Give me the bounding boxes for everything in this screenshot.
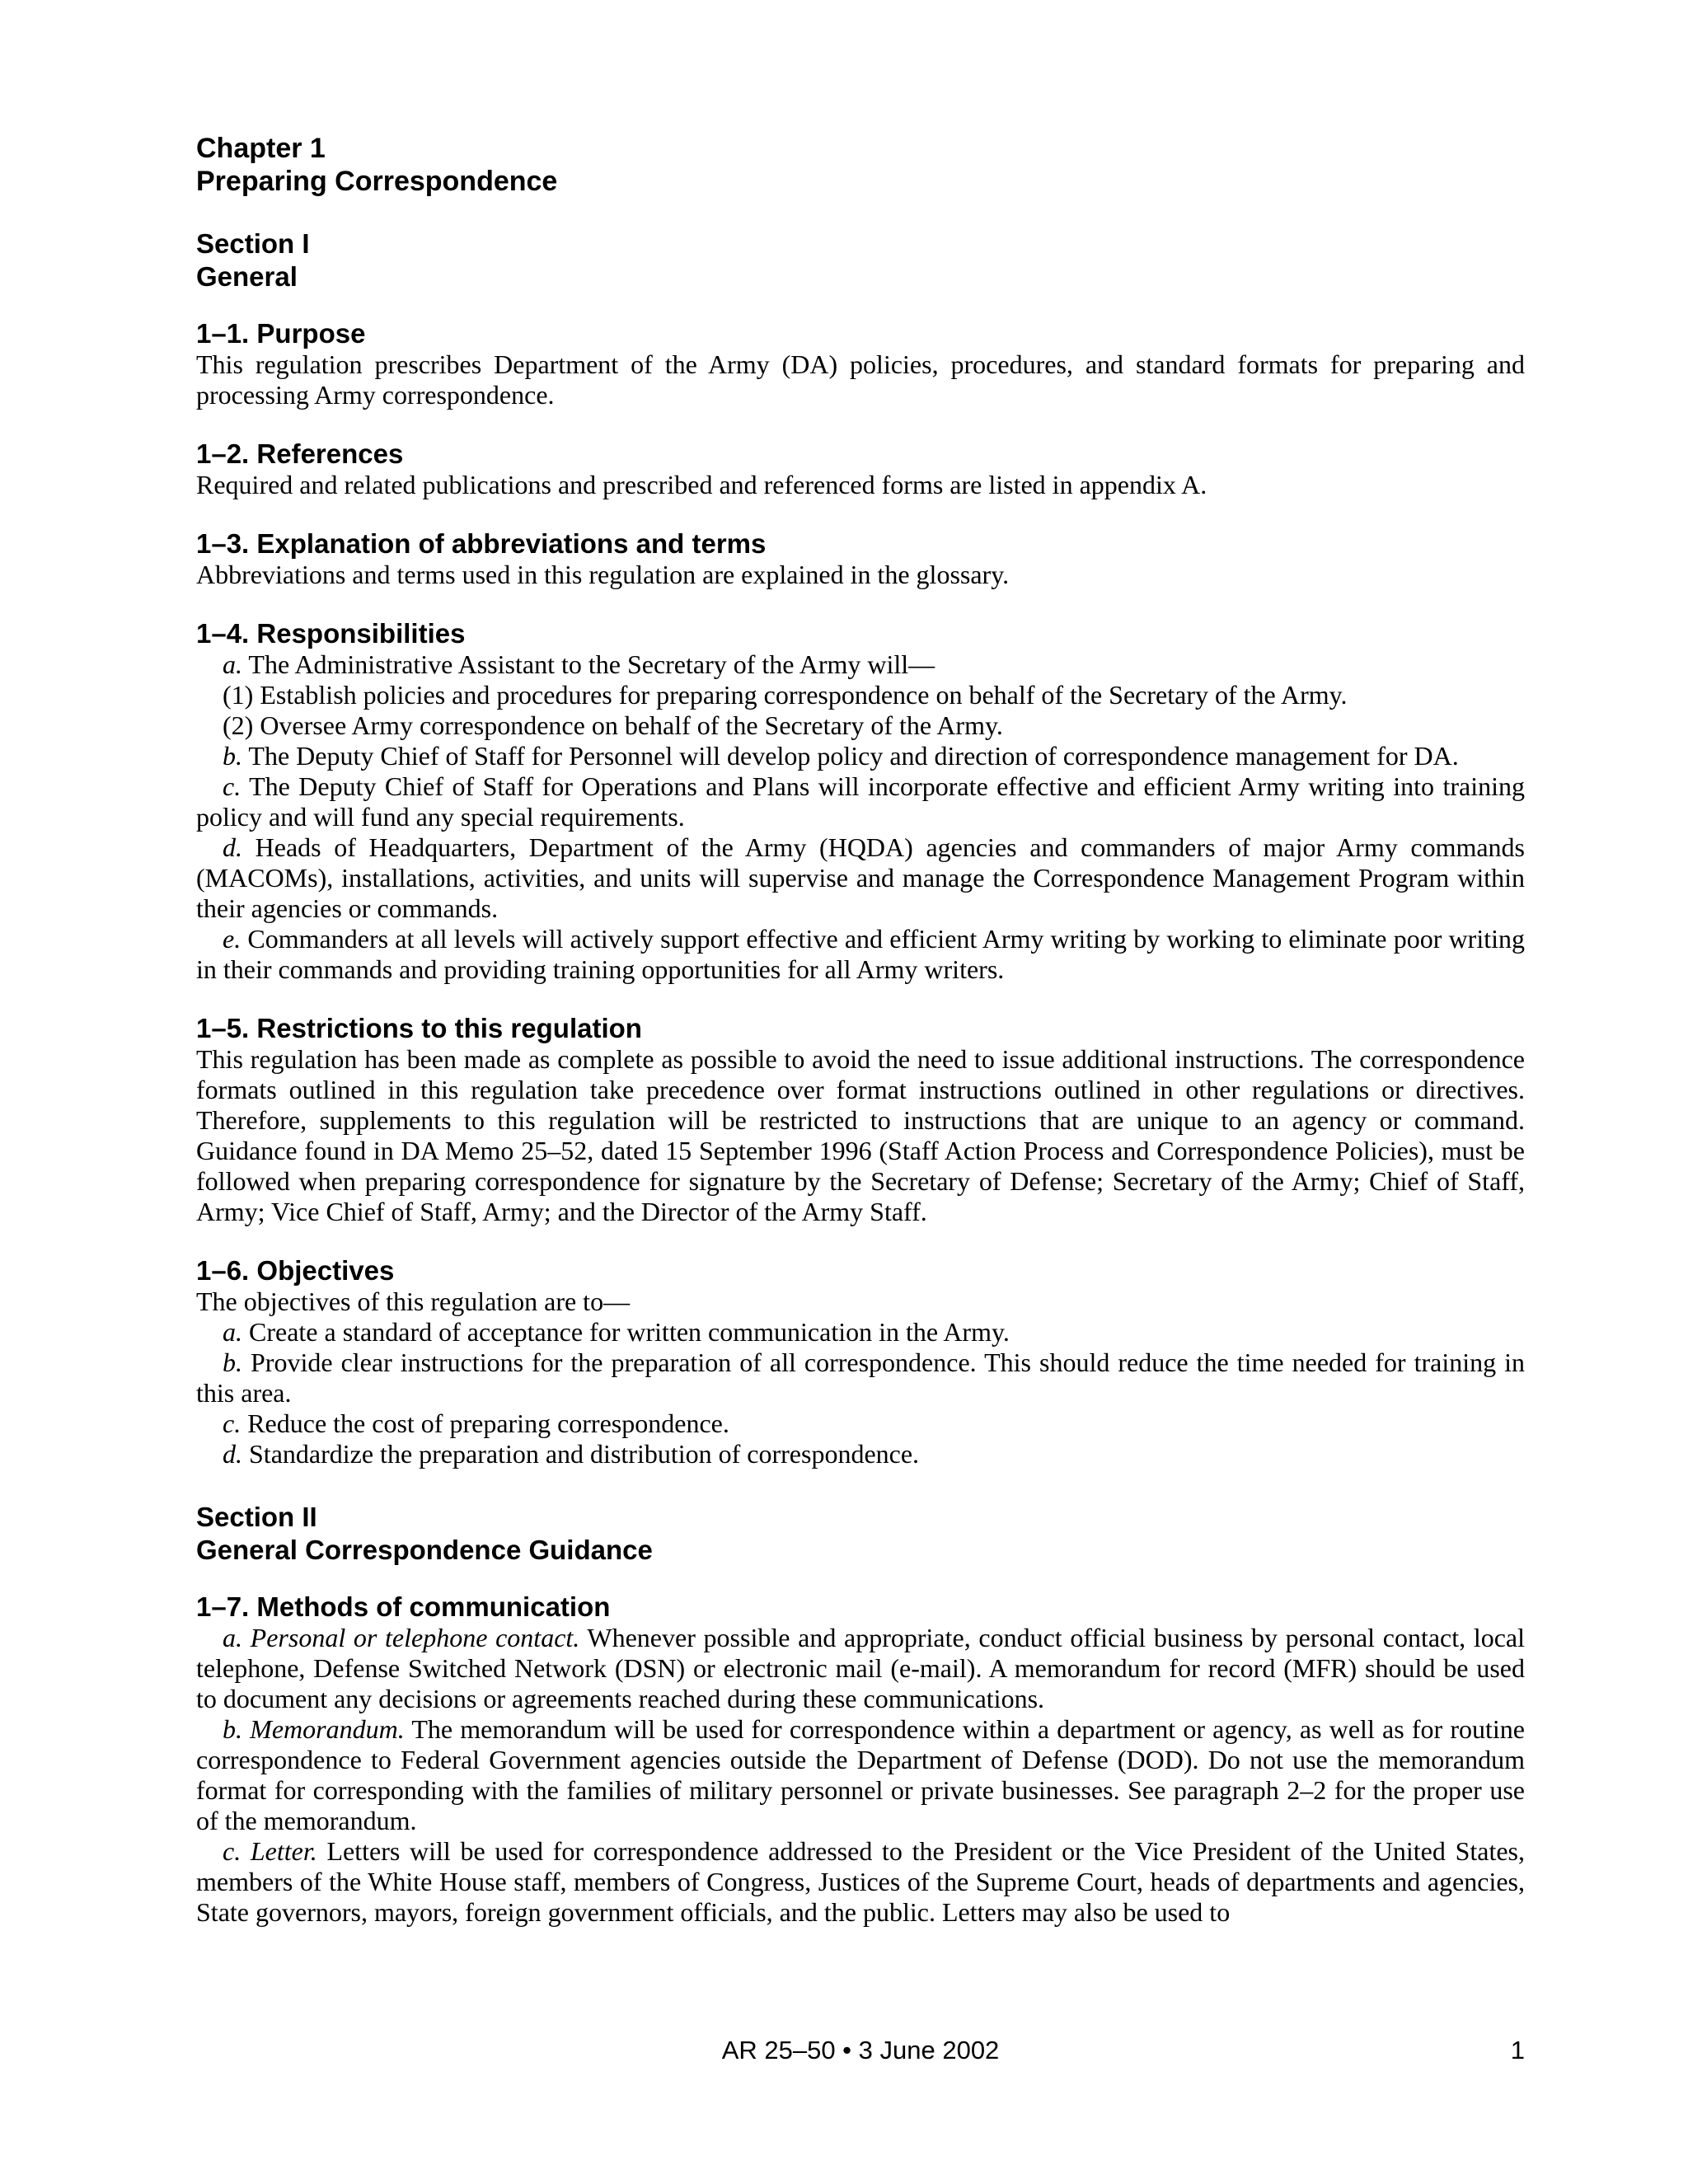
subparagraph-text: Letters will be used for correspondence addressed to the President or the Vice President of the United States, members of the White House staff, members of Congress, Justices of the Supreme Court, heads of departments and agencies, State governors, mayors, foreign government officials, and the public. Letters may also be used to — [196, 1836, 1526, 1927]
paragraph-heading: 1–3. Explanation of abbreviations and terms — [196, 528, 767, 559]
section-heading — [196, 227, 1525, 293]
section-number: Section II — [196, 1502, 317, 1532]
subparagraph-label: b. — [223, 1347, 242, 1377]
paragraph-heading: 1–6. Objectives — [196, 1255, 395, 1286]
subparagraph-a2: (2) Oversee Army correspondence on behalf of the Secretary of the Army. — [223, 710, 1003, 740]
subparagraph-label: e. — [223, 924, 241, 954]
section-number: Section I — [196, 228, 310, 259]
subparagraph-c — [196, 771, 1525, 832]
subparagraph-label: c. Letter. — [223, 1836, 317, 1866]
subparagraph-text: The Administrative Assistant to the Secretary of the Army will— — [242, 649, 935, 679]
paragraph-references — [196, 438, 1525, 500]
paragraph-heading: 1–1. Purpose — [196, 318, 366, 349]
subparagraph-a — [196, 1317, 1525, 1347]
subparagraph-a — [196, 649, 1525, 680]
subparagraph-label: d. — [223, 832, 242, 862]
subparagraph-text: The Deputy Chief of Staff for Personnel will develop policy and direction of correspondence management for DA. — [242, 741, 1459, 771]
paragraph-text: This regulation has been made as complete as possible to avoid the need to issue additional instructions. The correspondence formats outlined in this regulation take precedence over format instructions outlined in other regulations or directives. Therefore, supplements to this regulation will be restricted to instructions that are unique to an agency or command. Guidance found in DA Memo 25–52, dated 15 September 1996 (Staff Action Process and Correspondence Policies), must be followed when preparing correspondence for signature by the Secretary of Defense; Secretary of the Army; Chief of Staff, Army; Vice Chief of Staff, Army; and the Director of the Army Staff. — [196, 1044, 1525, 1226]
subparagraph-label: d. — [223, 1439, 242, 1469]
paragraph-abbreviations — [196, 528, 1525, 590]
paragraph-heading: 1–2. References — [196, 438, 404, 469]
chapter-heading — [196, 132, 1525, 198]
subparagraph-text: Standardize the preparation and distribution of correspondence. — [242, 1439, 920, 1469]
paragraph-intro: The objectives of this regulation are to— — [196, 1286, 631, 1316]
subparagraph-text: Heads of Headquarters, Department of the Army (HQDA) agencies and commanders of major Army commands (MACOMs), installations, activities, and units will supervise and manage the Correspondence Management Program within their agencies or commands. — [196, 832, 1525, 923]
paragraph-text: Abbreviations and terms used in this regulation are explained in the glossary. — [196, 560, 1010, 589]
subparagraph-text: Reduce the cost of preparing correspondence. — [241, 1408, 729, 1438]
paragraph-text: Required and related publications and prescribed and referenced forms are listed in appendix A. — [196, 470, 1207, 499]
subparagraph-label: c. — [223, 1408, 241, 1438]
footer-document-id: AR 25–50 • 3 June 2002 — [721, 2036, 1000, 2064]
paragraph-methods — [196, 1591, 1525, 1928]
subparagraph-label: c. — [223, 771, 241, 801]
page-number: 1 — [1510, 2036, 1525, 2064]
paragraph-responsibilities — [196, 618, 1525, 985]
subparagraph-label: b. — [223, 741, 242, 771]
subparagraph-a — [196, 1623, 1525, 1714]
section-title: General Correspondence Guidance — [196, 1535, 653, 1565]
section-heading — [196, 1501, 1525, 1567]
subparagraph-b — [196, 1714, 1525, 1836]
paragraph-heading: 1–5. Restrictions to this regulation — [196, 1013, 642, 1043]
document-page — [196, 132, 1525, 1956]
subparagraph-d — [196, 1439, 1525, 1469]
subparagraph-b — [196, 1347, 1525, 1408]
section-title: General — [196, 261, 298, 292]
subparagraph-a1: (1) Establish policies and procedures for preparing correspondence on behalf of the Secretary of the Army. — [223, 680, 1348, 710]
paragraph-heading: 1–7. Methods of communication — [196, 1591, 611, 1622]
subparagraph-d — [196, 832, 1525, 924]
paragraph-heading: 1–4. Responsibilities — [196, 618, 466, 649]
subparagraph-text: Commanders at all levels will actively support effective and efficient Army writing by working to eliminate poor writing in their commands and providing training opportunities for all Army writers. — [196, 924, 1525, 984]
subparagraph-label: a. — [223, 1317, 242, 1347]
subparagraph-text: Create a standard of acceptance for written communication in the Army. — [242, 1317, 1010, 1347]
chapter-title: Preparing Correspondence — [196, 166, 558, 197]
subparagraph-text: Provide clear instructions for the preparation of all correspondence. This should reduce the time needed for training in this area. — [196, 1347, 1525, 1408]
subparagraph-label: a. — [223, 649, 242, 679]
chapter-number: Chapter 1 — [196, 133, 326, 164]
paragraph-text: This regulation prescribes Department of the Army (DA) policies, procedures, and standard formats for preparing and processing Army correspondence. — [196, 349, 1525, 410]
subparagraph-c — [196, 1408, 1525, 1439]
subparagraph-text: Whenever possible and appropriate, conduct official business by personal contact, local telephone, Defense Switched Network (DSN) or electronic mail (e-mail). A memorandum for record (MFR) should be used to document any decisions or agreements reached during these communications. — [196, 1623, 1526, 1713]
subparagraph-c — [196, 1836, 1525, 1928]
subparagraph-label: a. Personal or telephone contact. — [223, 1623, 580, 1652]
subparagraph-b — [196, 741, 1525, 771]
subparagraph-text: The memorandum will be used for correspondence within a department or agency, as well as for routine correspondence to Federal Government agencies outside the Department of Defense (DOD). Do not use the memorandum format for corresponding with the families of military personnel or private businesses. See paragraph 2–2 for the proper use of the memorandum. — [196, 1714, 1526, 1835]
subparagraph-label: b. Memorandum. — [223, 1714, 405, 1744]
paragraph-objectives — [196, 1255, 1525, 1469]
paragraph-restrictions — [196, 1013, 1525, 1227]
subparagraph-e — [196, 924, 1525, 985]
paragraph-purpose — [196, 318, 1525, 410]
subparagraph-text: The Deputy Chief of Staff for Operations and Plans will incorporate effective and efficient Army writing into training policy and will fund any special requirements. — [196, 771, 1525, 832]
